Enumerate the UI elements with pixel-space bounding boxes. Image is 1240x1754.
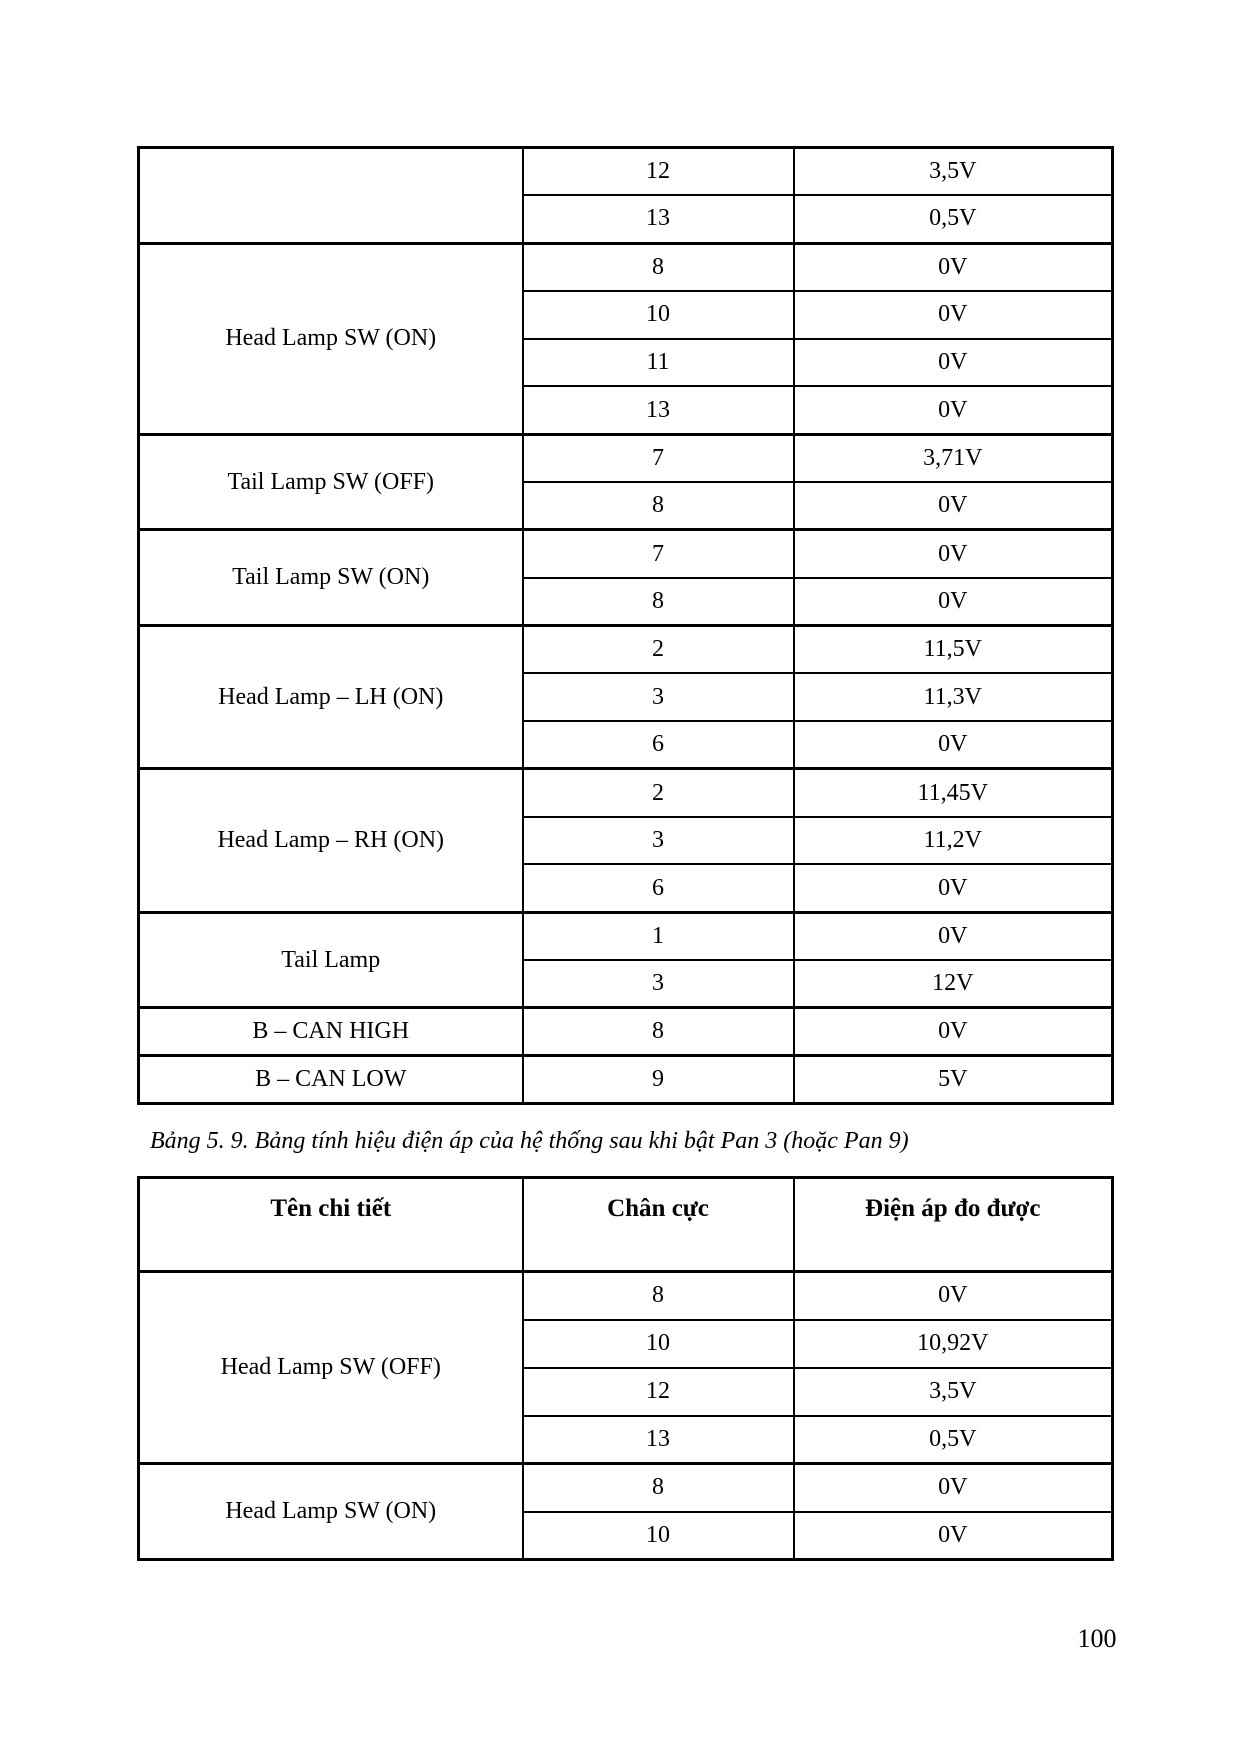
table-row [139, 1008, 1113, 1056]
voltage-cell: 0V [794, 291, 1113, 339]
voltage-cell: 3,5V [794, 1368, 1113, 1416]
column-header-component: Tên chi tiết [139, 1178, 523, 1272]
voltage-table-pan3-body [139, 1272, 1113, 1560]
component-name-cell: Head Lamp SW (OFF) [139, 1272, 523, 1464]
voltage-cell: 0V [794, 578, 1113, 626]
component-name-cell: Tail Lamp SW (OFF) [139, 434, 523, 530]
header-row [139, 1178, 1113, 1272]
table-row [139, 243, 1113, 291]
pin-cell: 1 [523, 912, 794, 960]
pin-cell: 3 [523, 817, 794, 865]
component-name-cell: Head Lamp SW (ON) [139, 1464, 523, 1560]
table-caption: Bảng 5. 9. Bảng tính hiệu điện áp của hệ thống sau khi bật Pan 3 (hoặc Pan 9) [150, 1128, 909, 1154]
table-row [139, 148, 1113, 196]
page-number: 100 [1077, 1624, 1117, 1653]
component-name-cell: Tail Lamp SW (ON) [139, 530, 523, 626]
pin-cell: 3 [523, 960, 794, 1008]
voltage-table-continued-body [139, 148, 1113, 1104]
pin-cell: 10 [523, 291, 794, 339]
table-row [139, 530, 1113, 578]
pin-cell: 12 [523, 148, 794, 196]
component-name-cell [139, 148, 523, 244]
voltage-table-pan3 [137, 1176, 1114, 1561]
table-row [139, 1056, 1113, 1104]
pin-cell: 6 [523, 864, 794, 912]
pin-cell: 8 [523, 482, 794, 530]
voltage-cell: 0V [794, 482, 1113, 530]
pin-cell: 13 [523, 386, 794, 434]
pin-cell: 3 [523, 673, 794, 721]
voltage-table-pan3-head [139, 1178, 1113, 1272]
table-row [139, 1464, 1113, 1512]
pin-cell: 8 [523, 1272, 794, 1320]
pin-cell: 10 [523, 1512, 794, 1560]
voltage-cell: 11,2V [794, 817, 1113, 865]
voltage-cell: 0,5V [794, 195, 1113, 243]
table-row [139, 1272, 1113, 1320]
column-header-voltage: Điện áp đo được [794, 1178, 1113, 1272]
voltage-cell: 0V [794, 1008, 1113, 1056]
voltage-cell: 3,5V [794, 148, 1113, 196]
pin-cell: 8 [523, 1008, 794, 1056]
table-row [139, 912, 1113, 960]
pin-cell: 8 [523, 578, 794, 626]
component-name-cell: Head Lamp – LH (ON) [139, 625, 523, 768]
voltage-cell: 0V [794, 530, 1113, 578]
voltage-cell: 3,71V [794, 434, 1113, 482]
table-row [139, 769, 1113, 817]
column-header-pin: Chân cực [523, 1178, 794, 1272]
voltage-cell: 0V [794, 1272, 1113, 1320]
voltage-cell: 10,92V [794, 1320, 1113, 1368]
pin-cell: 7 [523, 530, 794, 578]
pin-cell: 8 [523, 1464, 794, 1512]
pin-cell: 2 [523, 769, 794, 817]
voltage-cell: 0V [794, 912, 1113, 960]
pin-cell: 10 [523, 1320, 794, 1368]
component-name-cell: B – CAN HIGH [139, 1008, 523, 1056]
voltage-cell: 0,5V [794, 1416, 1113, 1464]
pin-cell: 9 [523, 1056, 794, 1104]
voltage-cell: 0V [794, 864, 1113, 912]
voltage-cell: 0V [794, 243, 1113, 291]
pin-cell: 12 [523, 1368, 794, 1416]
voltage-cell: 0V [794, 1464, 1113, 1512]
voltage-table-continued [137, 146, 1114, 1105]
voltage-cell: 0V [794, 339, 1113, 387]
pin-cell: 8 [523, 243, 794, 291]
component-name-cell: Head Lamp – RH (ON) [139, 769, 523, 912]
component-name-cell: Tail Lamp [139, 912, 523, 1008]
pin-cell: 13 [523, 1416, 794, 1464]
pin-cell: 6 [523, 721, 794, 769]
voltage-cell: 11,45V [794, 769, 1113, 817]
pin-cell: 13 [523, 195, 794, 243]
voltage-cell: 0V [794, 1512, 1113, 1560]
voltage-cell: 0V [794, 721, 1113, 769]
pin-cell: 7 [523, 434, 794, 482]
component-name-cell: Head Lamp SW (ON) [139, 243, 523, 434]
voltage-cell: 12V [794, 960, 1113, 1008]
voltage-cell: 5V [794, 1056, 1113, 1104]
voltage-cell: 11,3V [794, 673, 1113, 721]
table-row [139, 434, 1113, 482]
pin-cell: 2 [523, 625, 794, 673]
voltage-cell: 0V [794, 386, 1113, 434]
pin-cell: 11 [523, 339, 794, 387]
component-name-cell: B – CAN LOW [139, 1056, 523, 1104]
voltage-cell: 11,5V [794, 625, 1113, 673]
table-row [139, 625, 1113, 673]
